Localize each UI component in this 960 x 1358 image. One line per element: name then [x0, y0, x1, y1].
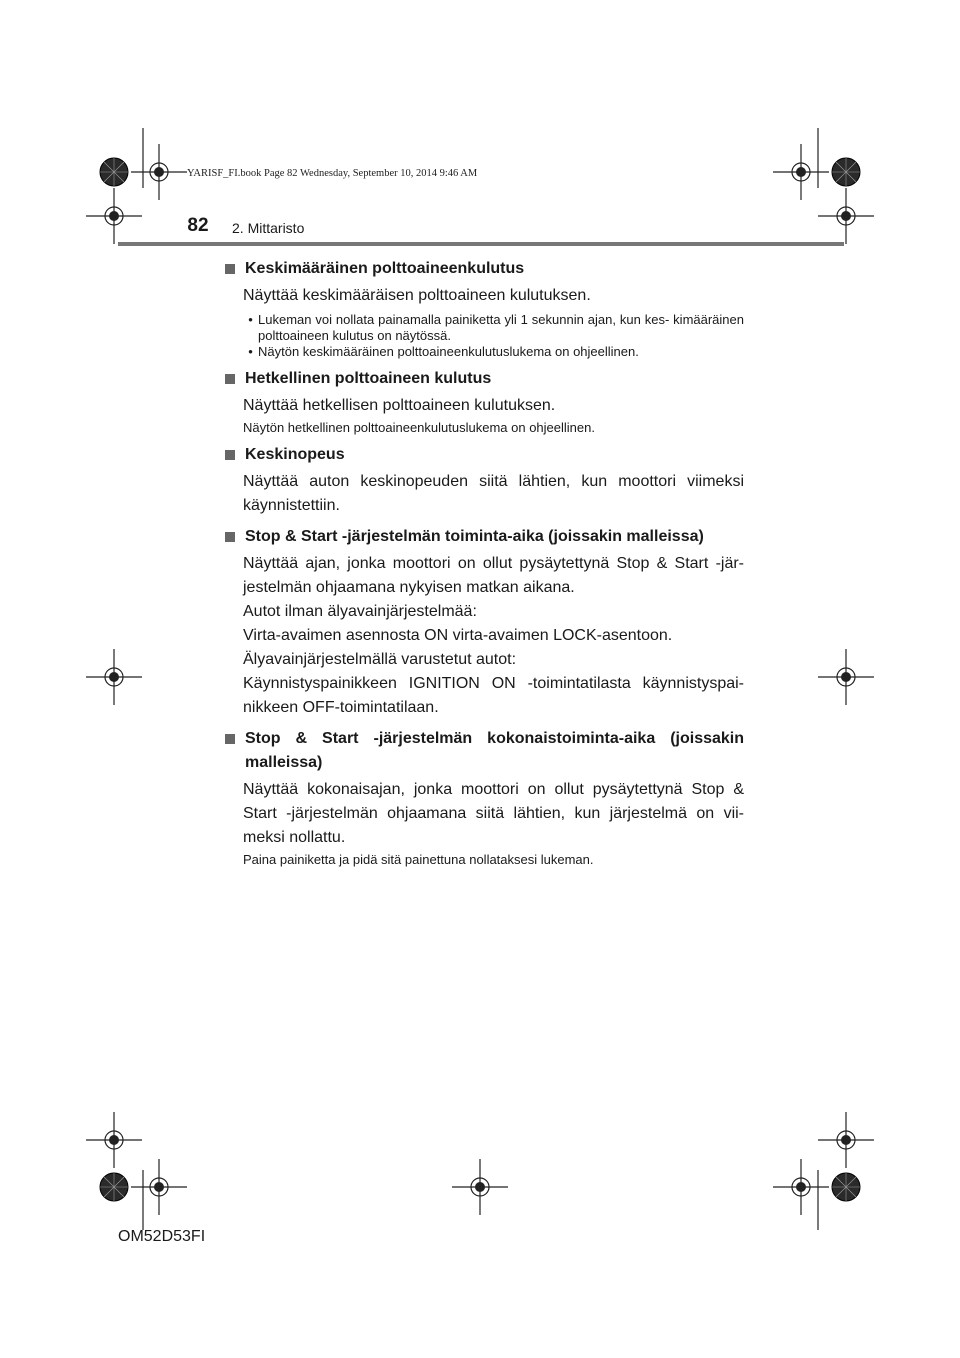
section-square-icon	[225, 264, 235, 274]
document-code: OM52D53FI	[118, 1228, 206, 1245]
section-heading: Keskinopeus	[245, 446, 345, 463]
section-note: Näytön hetkellinen polttoaineenkulutuslukema on ohjeellinen.	[243, 420, 595, 435]
section-text: Näyttää kokonaisajan, jonka moottori on ollut pysäytettynä Stop & Start -järjestelmän ohjaamana siitä lähtien, kun järjestelmä on vii- meksi nollattu.	[243, 781, 744, 846]
section-text: Autot ilman älyavainjärjestelmää:	[243, 603, 477, 620]
section-stop-start-total-time	[222, 727, 744, 868]
section-heading: Stop & Start -järjestelmän toiminta-aika (joissakin malleissa)	[245, 528, 704, 545]
section-heading: Keskimääräinen polttoaineenkulutus	[245, 260, 525, 277]
bullet-text: Näytön keskimääräinen polttoaineenkulutuslukema on ohjeellinen.	[258, 344, 639, 359]
section-instant-consumption	[222, 367, 744, 436]
section-average-speed	[222, 443, 744, 518]
bullet-text: Lukeman voi nollata painamalla painiketta yli 1 sekunnin ajan, kun kes- kimääräinen polttoaineen kulutus on näytössä.	[258, 312, 744, 343]
bullet-icon: •	[248, 312, 253, 327]
section-square-icon	[225, 532, 235, 542]
section-stop-start-time	[222, 525, 744, 720]
section-heading: Hetkellinen polttoaineen kulutus	[245, 370, 492, 387]
section-text: Näyttää hetkellisen polttoaineen kulutuksen.	[243, 397, 556, 414]
section-average-consumption	[222, 257, 744, 360]
page-number: 82	[187, 215, 209, 236]
running-head: 2. Mittaristo	[232, 220, 305, 236]
section-square-icon	[225, 450, 235, 460]
bullet-item	[222, 344, 744, 360]
page-content	[222, 250, 744, 868]
header-rule	[118, 242, 844, 246]
section-note: Paina painiketta ja pidä sitä painettuna nollataksesi lukeman.	[243, 852, 594, 867]
bullet-icon: •	[248, 344, 253, 359]
section-text: Näyttää keskimääräisen polttoaineen kulutuksen.	[243, 287, 591, 304]
book-info-slug: YARISF_FI.book Page 82 Wednesday, September 10, 2014 9:46 AM	[187, 168, 478, 179]
section-text: Virta-avaimen asennosta ON virta-avaimen LOCK-asentoon.	[243, 627, 673, 644]
section-text: Näyttää auton keskinopeuden siitä lähtien, kun moottori viimeksi käynnistettiin.	[243, 473, 744, 514]
bullet-item	[222, 312, 744, 344]
section-square-icon	[225, 374, 235, 384]
section-text: Älyavainjärjestelmällä varustetut autot:	[243, 651, 517, 668]
section-square-icon	[225, 734, 235, 744]
section-text: Näyttää ajan, jonka moottori on ollut pysäytettynä Stop & Start -jär- jestelmän ohjaamana nykyisen matkan aikana.	[243, 555, 744, 596]
section-text: Käynnistyspainikkeen IGNITION ON -toimintatilasta käynnistyspai- nikkeen OFF-toimintatilaan.	[243, 675, 744, 716]
section-heading: Stop & Start -järjestelmän kokonaistoiminta-aika (joissakin malleissa)	[245, 730, 744, 771]
